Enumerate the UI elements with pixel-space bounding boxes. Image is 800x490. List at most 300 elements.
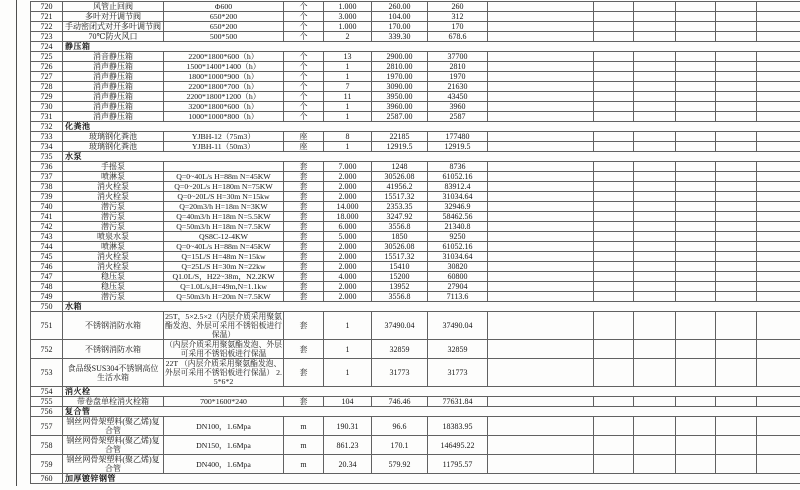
- cell-empty: [594, 242, 634, 252]
- section-title: 水箱: [63, 302, 800, 312]
- table-row: [31, 222, 800, 232]
- cell-empty: [676, 142, 716, 152]
- cell-row-number: 749: [31, 292, 63, 302]
- cell-empty: [676, 2, 716, 12]
- cell-row-number: 738: [31, 182, 63, 192]
- cell-item-name: 手摇泵: [63, 162, 164, 172]
- cell-item-name: 消火栓泵: [63, 182, 164, 192]
- cell-empty: [716, 142, 757, 152]
- cell-quantity: 4.000: [324, 272, 372, 282]
- cell-empty: [676, 172, 716, 182]
- cell-spec: DN400，1.6Mpa: [164, 455, 284, 474]
- cell-row-number: 752: [31, 340, 63, 359]
- cell-empty: [676, 242, 716, 252]
- cell-quantity: 1: [324, 62, 372, 72]
- cell-spec: 3200*1800*600（h）: [164, 102, 284, 112]
- cell-empty: [594, 162, 634, 172]
- cell-empty: [757, 32, 800, 42]
- cell-empty: [757, 359, 800, 387]
- cell-empty: [757, 82, 800, 92]
- cell-empty: [676, 272, 716, 282]
- cell-unit: m: [284, 436, 324, 455]
- cell-empty: [716, 436, 757, 455]
- cell-total: 37490.04: [428, 312, 488, 340]
- cell-unit: 个: [284, 52, 324, 62]
- cell-row-number: 747: [31, 272, 63, 282]
- cell-row-number: 751: [31, 312, 63, 340]
- cell-total: 2587: [428, 112, 488, 122]
- cell-row-number: 730: [31, 102, 63, 112]
- cell-empty: [676, 397, 716, 407]
- cell-unit-price: 3556.8: [372, 292, 428, 302]
- cell-empty: [488, 182, 594, 192]
- cell-empty: [634, 192, 676, 202]
- cell-total: 37700: [428, 52, 488, 62]
- cell-spec: 2200*1800*1200（h）: [164, 92, 284, 102]
- section-title: 消火栓: [63, 387, 800, 397]
- cell-empty: [634, 340, 676, 359]
- cell-quantity: 1.000: [324, 2, 372, 12]
- cell-total: 2810: [428, 62, 488, 72]
- cell-item-name: 多叶对开调节阀: [63, 12, 164, 22]
- cell-empty: [594, 82, 634, 92]
- cell-item-name: 钢丝网骨架塑料(聚乙烯)复合管: [63, 436, 164, 455]
- cell-empty: [634, 222, 676, 232]
- cell-empty: [488, 397, 594, 407]
- cell-row-number: 742: [31, 222, 63, 232]
- cell-empty: [488, 72, 594, 82]
- cell-spec: Q=40m3/h H=18m N=5.5KW: [164, 212, 284, 222]
- cell-empty: [716, 182, 757, 192]
- cell-empty: [676, 22, 716, 32]
- cell-item-name: 消声静压箱: [63, 92, 164, 102]
- cell-empty: [594, 272, 634, 282]
- cell-empty: [594, 172, 634, 182]
- cell-empty: [716, 292, 757, 302]
- cell-empty: [716, 212, 757, 222]
- cell-empty: [757, 202, 800, 212]
- table-row: [31, 142, 800, 152]
- table-row: [31, 172, 800, 182]
- cell-empty: [594, 455, 634, 474]
- cell-empty: [716, 112, 757, 122]
- cell-quantity: 2: [324, 32, 372, 42]
- cell-empty: [488, 455, 594, 474]
- cell-unit: 套: [284, 272, 324, 282]
- cell-empty: [634, 252, 676, 262]
- cell-row-number: 753: [31, 359, 63, 387]
- cell-empty: [488, 52, 594, 62]
- cell-unit: 个: [284, 2, 324, 12]
- cell-spec: Q1.0L/S，H22~38m，N2.2KW: [164, 272, 284, 282]
- cell-empty: [594, 292, 634, 302]
- cell-row-number: 734: [31, 142, 63, 152]
- cell-spec: Q=50m3/h H=18m N=7.5KW: [164, 222, 284, 232]
- cell-row-number: 720: [31, 2, 63, 12]
- cell-item-name: 不锈钢消防水箱: [63, 340, 164, 359]
- table-row: [31, 182, 800, 192]
- cell-empty: [634, 312, 676, 340]
- cell-empty: [676, 222, 716, 232]
- cell-empty: [757, 12, 800, 22]
- cell-unit-price: 3090.00: [372, 82, 428, 92]
- cell-spec: 1000*1000*800（h）: [164, 112, 284, 122]
- cell-quantity: 1: [324, 142, 372, 152]
- table-row: [31, 2, 800, 12]
- cell-empty: [757, 222, 800, 232]
- cell-empty: [716, 232, 757, 242]
- cell-empty: [716, 92, 757, 102]
- cell-item-name: 食品级SUS304不锈钢高位生活水箱: [63, 359, 164, 387]
- cell-spec: Q=0~20L/S H=30m N=15kw: [164, 192, 284, 202]
- cell-empty: [716, 172, 757, 182]
- table-row: [31, 292, 800, 302]
- table-row: [31, 202, 800, 212]
- cell-unit: 套: [284, 232, 324, 242]
- boq-table: [30, 1, 800, 484]
- cell-empty: [488, 417, 594, 436]
- cell-quantity: 2.000: [324, 182, 372, 192]
- cell-empty: [757, 417, 800, 436]
- cell-item-name: 消声静压箱: [63, 102, 164, 112]
- cell-empty: [757, 182, 800, 192]
- cell-empty: [634, 262, 676, 272]
- table-row: [31, 436, 800, 455]
- cell-empty: [676, 192, 716, 202]
- cell-empty: [676, 252, 716, 262]
- cell-quantity: 1: [324, 102, 372, 112]
- table-row: [31, 417, 800, 436]
- cell-unit: 套: [284, 242, 324, 252]
- cell-empty: [594, 52, 634, 62]
- cell-unit-price: 15517.32: [372, 192, 428, 202]
- cell-spec: Q=50m3/h H=20m N=7.5KW: [164, 292, 284, 302]
- cell-empty: [676, 52, 716, 62]
- cell-empty: [488, 232, 594, 242]
- cell-unit-price: 12919.5: [372, 142, 428, 152]
- cell-item-name: 玻璃钢化粪池: [63, 132, 164, 142]
- cell-empty: [634, 142, 676, 152]
- cell-empty: [757, 252, 800, 262]
- section-row: [31, 474, 800, 484]
- cell-item-name: 消声静压箱: [63, 62, 164, 72]
- cell-empty: [488, 252, 594, 262]
- cell-spec: 650*200: [164, 12, 284, 22]
- table-row: [31, 32, 800, 42]
- cell-empty: [488, 282, 594, 292]
- cell-empty: [676, 262, 716, 272]
- cell-empty: [676, 282, 716, 292]
- cell-quantity: 7.000: [324, 162, 372, 172]
- cell-empty: [488, 162, 594, 172]
- cell-empty: [676, 455, 716, 474]
- cell-empty: [676, 62, 716, 72]
- cell-quantity: 14.000: [324, 202, 372, 212]
- cell-empty: [676, 72, 716, 82]
- cell-empty: [716, 252, 757, 262]
- cell-empty: [716, 12, 757, 22]
- table-row: [31, 12, 800, 22]
- cell-empty: [716, 132, 757, 142]
- cell-empty: [676, 340, 716, 359]
- cell-empty: [488, 359, 594, 387]
- cell-empty: [676, 32, 716, 42]
- cell-empty: [757, 142, 800, 152]
- cell-spec: Φ600: [164, 2, 284, 12]
- cell-total: 32859: [428, 340, 488, 359]
- cell-empty: [594, 222, 634, 232]
- cell-item-name: 风管止回阀: [63, 2, 164, 12]
- cell-unit-price: 30526.08: [372, 242, 428, 252]
- cell-quantity: 1: [324, 359, 372, 387]
- table-row: [31, 72, 800, 82]
- cell-total: 27904: [428, 282, 488, 292]
- cell-quantity: 1: [324, 340, 372, 359]
- cell-unit-price: 13952: [372, 282, 428, 292]
- cell-unit: 套: [284, 182, 324, 192]
- cell-row-number: 722: [31, 22, 63, 32]
- cell-spec: YJBH-11（50m3）: [164, 142, 284, 152]
- cell-empty: [488, 192, 594, 202]
- table-row: [31, 232, 800, 242]
- cell-empty: [634, 242, 676, 252]
- cell-row-number: 736: [31, 162, 63, 172]
- cell-empty: [488, 202, 594, 212]
- cell-item-name: 70℃防火风口: [63, 32, 164, 42]
- cell-unit: 个: [284, 32, 324, 42]
- cell-unit: 套: [284, 397, 324, 407]
- cell-empty: [757, 232, 800, 242]
- cell-unit: 座: [284, 142, 324, 152]
- table-row: [31, 282, 800, 292]
- cell-empty: [594, 62, 634, 72]
- cell-row-number: 741: [31, 212, 63, 222]
- cell-empty: [716, 397, 757, 407]
- cell-empty: [757, 92, 800, 102]
- cell-total: 83912.4: [428, 182, 488, 192]
- cell-unit-price: 3556.8: [372, 222, 428, 232]
- cell-total: 11795.57: [428, 455, 488, 474]
- cell-empty: [716, 72, 757, 82]
- cell-total: 678.6: [428, 32, 488, 42]
- cell-spec: Q=15L/S H=48m N=15kw: [164, 252, 284, 262]
- cell-quantity: 1: [324, 72, 372, 82]
- cell-row-number: 757: [31, 417, 63, 436]
- section-row: [31, 387, 800, 397]
- cell-empty: [676, 212, 716, 222]
- cell-spec: 1500*1400*1400（h）: [164, 62, 284, 72]
- cell-empty: [594, 12, 634, 22]
- cell-empty: [676, 102, 716, 112]
- cell-unit: 套: [284, 359, 324, 387]
- cell-total: 21340.8: [428, 222, 488, 232]
- cell-unit: 个: [284, 112, 324, 122]
- cell-empty: [716, 62, 757, 72]
- cell-empty: [716, 2, 757, 12]
- cell-empty: [488, 82, 594, 92]
- page-left-rule: [16, 0, 17, 486]
- cell-empty: [488, 2, 594, 12]
- cell-empty: [757, 397, 800, 407]
- table-row: [31, 212, 800, 222]
- cell-empty: [488, 242, 594, 252]
- cell-empty: [594, 132, 634, 142]
- cell-spec: QS8C-12-4KW: [164, 232, 284, 242]
- cell-empty: [757, 22, 800, 32]
- cell-empty: [757, 132, 800, 142]
- cell-empty: [634, 162, 676, 172]
- cell-empty: [634, 272, 676, 282]
- cell-unit: 套: [284, 292, 324, 302]
- cell-row-number: 760: [31, 474, 63, 484]
- cell-empty: [594, 282, 634, 292]
- cell-empty: [716, 202, 757, 212]
- cell-empty: [594, 312, 634, 340]
- cell-unit-price: 2587.00: [372, 112, 428, 122]
- cell-total: 146495.22: [428, 436, 488, 455]
- section-row: [31, 407, 800, 417]
- cell-unit-price: 32859: [372, 340, 428, 359]
- cell-row-number: 724: [31, 42, 63, 52]
- cell-total: 58462.56: [428, 212, 488, 222]
- cell-empty: [676, 92, 716, 102]
- cell-unit-price: 15517.32: [372, 252, 428, 262]
- cell-quantity: 18.000: [324, 212, 372, 222]
- section-row: [31, 302, 800, 312]
- cell-empty: [716, 222, 757, 232]
- cell-quantity: 190.31: [324, 417, 372, 436]
- table-row: [31, 192, 800, 202]
- cell-unit: 套: [284, 212, 324, 222]
- cell-empty: [757, 62, 800, 72]
- cell-spec: Q=0~20L/s H=180m N=75KW: [164, 182, 284, 192]
- cell-empty: [716, 102, 757, 112]
- cell-row-number: 735: [31, 152, 63, 162]
- cell-unit-price: 22185: [372, 132, 428, 142]
- cell-row-number: 737: [31, 172, 63, 182]
- cell-row-number: 746: [31, 262, 63, 272]
- table-row: [31, 397, 800, 407]
- cell-total: 312: [428, 12, 488, 22]
- table-row: [31, 22, 800, 32]
- cell-total: 9250: [428, 232, 488, 242]
- section-row: [31, 152, 800, 162]
- cell-row-number: 758: [31, 436, 63, 455]
- cell-empty: [594, 72, 634, 82]
- cell-total: 21630: [428, 82, 488, 92]
- cell-empty: [634, 22, 676, 32]
- cell-spec: 1800*1000*900（h）: [164, 72, 284, 82]
- cell-empty: [757, 312, 800, 340]
- cell-empty: [716, 22, 757, 32]
- cell-empty: [634, 397, 676, 407]
- cell-item-name: 消声静压箱: [63, 112, 164, 122]
- cell-empty: [488, 32, 594, 42]
- cell-empty: [594, 252, 634, 262]
- cell-empty: [594, 102, 634, 112]
- cell-empty: [594, 232, 634, 242]
- cell-empty: [757, 340, 800, 359]
- table-row: [31, 242, 800, 252]
- cell-spec: （内层介质采用聚氨酯发泡、外层可采用不锈铝板进行保温: [165, 340, 282, 358]
- section-title: 静压箱: [63, 42, 800, 52]
- cell-spec: 25T，5×2.5×2（内层介质采用聚氨酯发泡、外层可采用不锈铝板进行保温）: [165, 312, 282, 339]
- cell-empty: [634, 12, 676, 22]
- cell-unit-price: 104.00: [372, 12, 428, 22]
- cell-quantity: 11: [324, 92, 372, 102]
- cell-row-number: 744: [31, 242, 63, 252]
- cell-unit-price: 1850: [372, 232, 428, 242]
- cell-empty: [676, 82, 716, 92]
- cell-total: 18383.95: [428, 417, 488, 436]
- table-row: [31, 340, 800, 359]
- cell-quantity: 1: [324, 312, 372, 340]
- cell-unit: 套: [284, 162, 324, 172]
- cell-unit: 个: [284, 62, 324, 72]
- cell-unit-price: 339.30: [372, 32, 428, 42]
- cell-unit-price: 170.1: [372, 436, 428, 455]
- cell-row-number: 755: [31, 397, 63, 407]
- cell-unit-price: 579.92: [372, 455, 428, 474]
- cell-empty: [676, 232, 716, 242]
- cell-item-name: 不锈钢消防水箱: [63, 312, 164, 340]
- cell-empty: [488, 222, 594, 232]
- cell-total: 61052.16: [428, 242, 488, 252]
- cell-empty: [488, 272, 594, 282]
- cell-empty: [757, 455, 800, 474]
- cell-row-number: 729: [31, 92, 63, 102]
- cell-row-number: 740: [31, 202, 63, 212]
- cell-empty: [634, 212, 676, 222]
- cell-unit: 套: [284, 222, 324, 232]
- cell-unit: 套: [284, 312, 324, 340]
- cell-row-number: 759: [31, 455, 63, 474]
- cell-empty: [594, 340, 634, 359]
- cell-item-name: 钢丝网骨架塑料(聚乙烯)复合管: [63, 455, 164, 474]
- cell-empty: [757, 172, 800, 182]
- table-row: [31, 455, 800, 474]
- cell-unit-price: 3960.00: [372, 102, 428, 112]
- cell-empty: [757, 282, 800, 292]
- cell-empty: [716, 242, 757, 252]
- cell-total: 177480: [428, 132, 488, 142]
- table-row: [31, 112, 800, 122]
- cell-quantity: 2.000: [324, 292, 372, 302]
- cell-empty: [716, 192, 757, 202]
- cell-quantity: 1: [324, 112, 372, 122]
- cell-unit: 个: [284, 12, 324, 22]
- cell-quantity: 1.000: [324, 22, 372, 32]
- cell-unit: 个: [284, 72, 324, 82]
- cell-total: 260: [428, 2, 488, 12]
- cell-empty: [594, 22, 634, 32]
- cell-empty: [634, 232, 676, 242]
- cell-spec: 2200*1800*600（h）: [164, 52, 284, 62]
- cell-empty: [676, 112, 716, 122]
- cell-empty: [488, 172, 594, 182]
- cell-item-name: 潜污泵: [63, 212, 164, 222]
- cell-empty: [594, 202, 634, 212]
- cell-empty: [488, 262, 594, 272]
- cell-spec: YJBH-12（75m3）: [164, 132, 284, 142]
- cell-empty: [716, 272, 757, 282]
- cell-spec: 700*1600*240: [164, 397, 284, 407]
- cell-empty: [594, 112, 634, 122]
- cell-row-number: 756: [31, 407, 63, 417]
- cell-item-name: 钢丝网骨架塑料(聚乙烯)复合管: [63, 417, 164, 436]
- cell-empty: [757, 212, 800, 222]
- cell-unit-price: 15410: [372, 262, 428, 272]
